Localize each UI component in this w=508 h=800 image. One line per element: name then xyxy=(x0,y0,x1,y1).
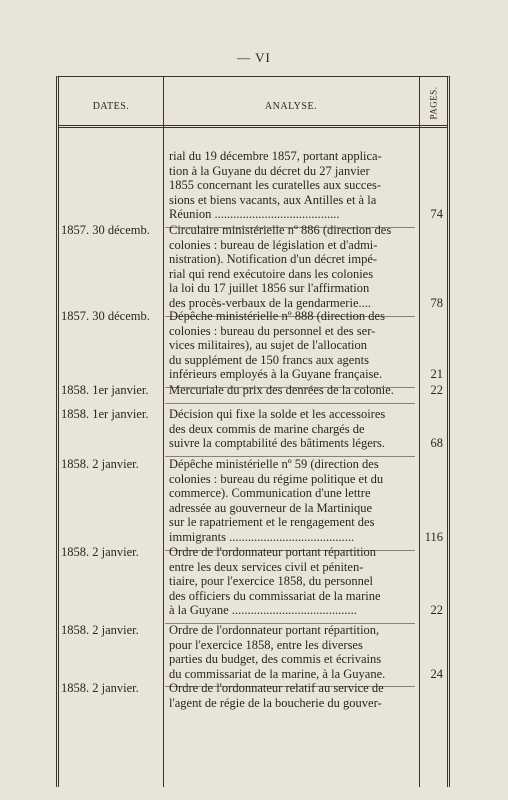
entry-page: 22 xyxy=(430,383,443,397)
analysis-line: des officiers du commissariat de la marine xyxy=(169,588,381,603)
analysis-line: colonies : bureau de législation et d'admi- xyxy=(169,237,378,252)
analysis-line: entre les deux services civil et péniten- xyxy=(169,559,364,574)
analysis-line: des deux commis de marine chargés de xyxy=(169,421,365,436)
entry-date: 1858. 1er janvier. xyxy=(61,383,149,397)
page-number: — VI xyxy=(237,50,271,65)
entry-page: 24 xyxy=(430,666,443,681)
analysis-line: adressée au gouverneur de la Martinique xyxy=(169,500,373,515)
analysis-line: des procès-verbaux de la gendarmerie.... xyxy=(169,295,371,310)
entry-analysis xyxy=(169,623,415,681)
analysis-line: Dépêche ministérielle nº 59 (direction des xyxy=(169,457,379,471)
row-separator xyxy=(165,403,415,404)
analyse-header: ANALYSE. xyxy=(264,101,318,112)
entry-date: 1858. 2 janvier. xyxy=(61,457,139,471)
analysis-line: 1855 concernant les curatelles aux succes- xyxy=(169,178,382,193)
analysis-line: l'agent de régie de la boucherie du gouver- xyxy=(169,695,382,710)
entry-date: 1857. 30 décemb. xyxy=(61,309,150,323)
analysis-line: rial du 19 décembre 1857, portant applica- xyxy=(169,149,382,163)
entry-date: 1858. 2 janvier. xyxy=(61,681,139,695)
entry-date: 1858. 1er janvier. xyxy=(61,407,149,421)
analysis-line: Circulaire ministérielle nº 886 (direction des xyxy=(169,223,392,237)
analysis-line: sions et biens vacants, aux Antilles et à la xyxy=(169,192,377,207)
analysis-line: inférieurs employés à la Guyane française. xyxy=(169,367,383,382)
header-rule xyxy=(59,125,447,128)
entry-analysis xyxy=(169,545,415,618)
analysis-line: du commissariat de la marine, à la Guyane. xyxy=(169,666,386,681)
entry-page: 74 xyxy=(430,207,443,222)
entry-page: 21 xyxy=(430,367,443,382)
analysis-line: Réunion ........................................ xyxy=(169,207,340,222)
dates-header: DATES. xyxy=(92,101,130,112)
entry-analysis xyxy=(169,681,415,710)
table-frame xyxy=(56,76,450,787)
analysis-line: vices militaires), au sujet de l'allocation xyxy=(169,338,368,353)
entry-page: 116 xyxy=(424,530,443,544)
entry-analysis xyxy=(169,223,415,311)
entry-page: 68 xyxy=(430,436,443,451)
entry-analysis xyxy=(169,457,415,545)
analysis-line: colonies : bureau du personnel et des ser- xyxy=(169,323,376,338)
entry-analysis xyxy=(169,309,415,382)
analysis-line: à la Guyane ........................................ xyxy=(169,603,357,618)
analysis-line: tion à la Guyane du décret du 27 janvier xyxy=(169,163,370,178)
analysis-line: commerce). Communication d'une lettre xyxy=(169,486,371,501)
analysis-line: Ordre de l'ordonnateur portant répartition, xyxy=(169,623,380,637)
entry-date: 1858. 2 janvier. xyxy=(61,545,139,559)
analysis-line: immigrants ........................................ xyxy=(169,529,355,544)
analysis-line: Ordre de l'ordonnateur relatif au service de xyxy=(169,681,384,695)
entry-analysis xyxy=(169,383,415,398)
analysis-line: rial qui rend exécutoire dans les colonies xyxy=(169,266,374,281)
analysis-line: Dépêche ministérielle nº 888 (direction des xyxy=(169,309,385,323)
entry-analysis xyxy=(169,407,415,451)
analysis-line: nistration). Notification d'un décret impé- xyxy=(169,252,378,267)
pages-header: PAGES. xyxy=(428,86,438,120)
analysis-line: Mercuriale du prix des denrées de la colonie. xyxy=(169,383,394,397)
analysis-line: la loi du 17 juillet 1856 sur l'affirmation xyxy=(169,281,370,296)
entry-date: 1858. 2 janvier. xyxy=(61,623,139,637)
analysis-line: pour l'exercice 1858, entre les diverses xyxy=(169,637,363,652)
analysis-line: suivre la comptabilité des bâtiments légers. xyxy=(169,436,385,451)
analysis-line: tiaire, pour l'exercice 1858, du personnel xyxy=(169,574,373,589)
analysis-line: parties du budget, des commis et écrivains xyxy=(169,652,382,667)
analysis-line: du supplément de 150 francs aux agents xyxy=(169,352,369,367)
analysis-line: Décision qui fixe la solde et les accessoires xyxy=(169,407,386,421)
entry-analysis xyxy=(169,149,415,222)
analysis-line: Ordre de l'ordonnateur portant répartition xyxy=(169,545,377,559)
analysis-line: colonies : bureau du régime politique et du xyxy=(169,471,384,486)
analysis-line: sur le rapatriement et le rengagement des xyxy=(169,515,375,530)
entry-date: 1857. 30 décemb. xyxy=(61,223,150,237)
dates-column-rule xyxy=(163,77,164,787)
entry-page: 78 xyxy=(430,296,443,310)
entry-page: 22 xyxy=(430,603,443,618)
